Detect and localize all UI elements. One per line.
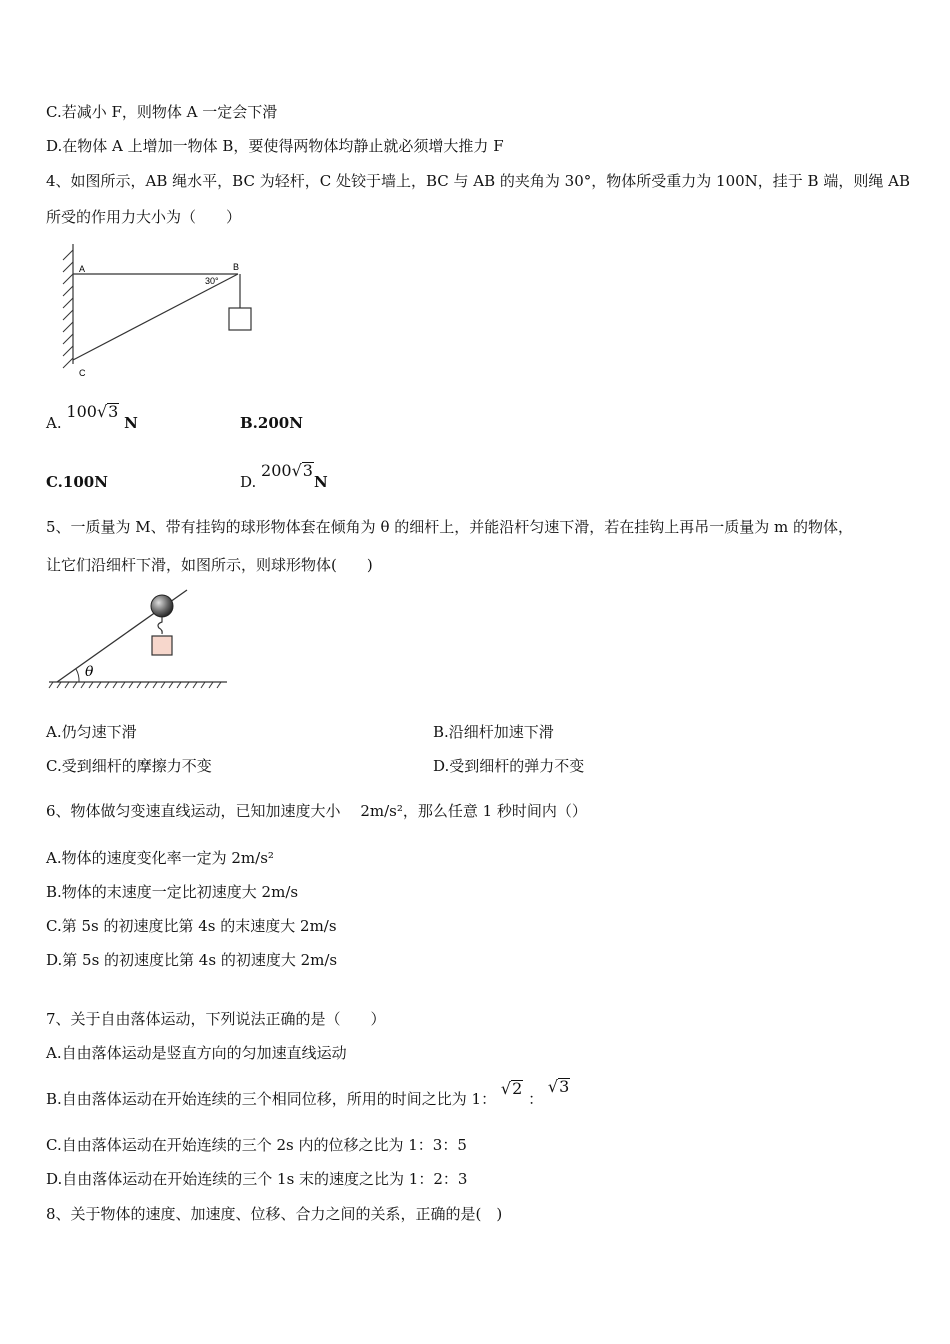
q4-option-d-coef: 200 xyxy=(261,461,292,480)
q4-figure-label-c: C xyxy=(79,368,86,378)
q7-option-b-root3: 3 xyxy=(559,1077,570,1096)
q6-stem: 6、物体做匀变速直线运动，已知加速度大小 2m/s²，那么任意 1 秒时间内（） xyxy=(46,802,587,820)
q3-option-c: C.若减小 F，则物体 A 一定会下滑 xyxy=(46,103,278,121)
q4-stem-line1: 4、如图所示，AB 绳水平，BC 为轻杆，C 处铰于墙上，BC 与 AB 的夹角为 30°，物体所受重力为 100N，挂于 B 端，则绳 AB xyxy=(46,172,910,190)
q5-stem-line2: 让它们沿细杆下滑，如图所示，则球形物体( ) xyxy=(46,556,373,574)
q4-figure xyxy=(55,242,270,382)
q5-figure xyxy=(45,588,235,693)
q3-option-d: D.在物体 A 上增加一物体 B，要使得两物体均静止就必须增大推力 F xyxy=(46,137,504,155)
q8-stem: 8、关于物体的速度、加速度、位移、合力之间的关系，正确的是( ) xyxy=(46,1205,503,1223)
q4-stem-line2: 所受的作用力大小为（ ） xyxy=(46,208,242,226)
q6-option-a: A.物体的速度变化率一定为 2m/s² xyxy=(46,849,274,867)
q4-option-a-label: A. xyxy=(46,414,62,432)
q7-option-a: A.自由落体运动是竖直方向的匀加速直线运动 xyxy=(46,1044,347,1062)
q4-figure-label-b: B xyxy=(233,262,240,272)
q5-option-b: B.沿细杆加速下滑 xyxy=(433,723,554,741)
q4-option-a-root: 3 xyxy=(108,402,119,421)
q7-option-b-root2: 2 xyxy=(512,1079,523,1098)
q7-option-b: B.自由落体运动在开始连续的三个相同位移，所用的时间之比为 1： √2 ： √3 xyxy=(46,1077,570,1108)
q5-option-a: A.仍匀速下滑 xyxy=(46,723,137,741)
q4-figure-label-a: A xyxy=(79,264,86,274)
q4-option-d-label: D. xyxy=(240,473,257,491)
q6-option-b: B.物体的末速度一定比初速度大 2m/s xyxy=(46,883,299,901)
q5-option-c: C.受到细杆的摩擦力不变 xyxy=(46,757,212,775)
q7-option-b-text: B.自由落体运动在开始连续的三个相同位移，所用的时间之比为 1： xyxy=(46,1090,497,1108)
q4-option-a-coef: 100 xyxy=(66,402,97,421)
q5-stem-line1: 5、一质量为 M、带有挂钩的球形物体套在倾角为 θ 的细杆上，并能沿杆匀速下滑，若在挂钩上再吊一质量为 m 的物体， xyxy=(46,518,854,536)
q4-option-a: A. 100√3 N xyxy=(46,402,138,432)
q4-option-a-unit: N xyxy=(124,414,138,432)
q6-option-c: C.第 5s 的初速度比第 4s 的末速度大 2m/s xyxy=(46,917,337,935)
q4-figure-angle: 30° xyxy=(205,276,219,286)
q7-option-b-separator: ： xyxy=(528,1090,544,1108)
q4-option-b: B.200N xyxy=(240,414,303,432)
q4-option-c: C.100N xyxy=(46,473,108,491)
q7-stem: 7、关于自由落体运动，下列说法正确的是（ ） xyxy=(46,1010,386,1028)
q7-option-d: D.自由落体运动在开始连续的三个 1s 末的速度之比为 1：2：3 xyxy=(46,1170,468,1188)
q5-figure-angle: θ xyxy=(85,664,94,680)
q4-option-d-unit: N xyxy=(313,473,328,491)
q4-option-d: D. 200√3N xyxy=(240,461,328,491)
q4-option-d-root: 3 xyxy=(302,461,313,480)
q7-option-c: C.自由落体运动在开始连续的三个 2s 内的位移之比为 1：3：5 xyxy=(46,1136,467,1154)
q6-option-d: D.第 5s 的初速度比第 4s 的初速度大 2m/s xyxy=(46,951,338,969)
q5-option-d: D.受到细杆的弹力不变 xyxy=(433,757,585,775)
